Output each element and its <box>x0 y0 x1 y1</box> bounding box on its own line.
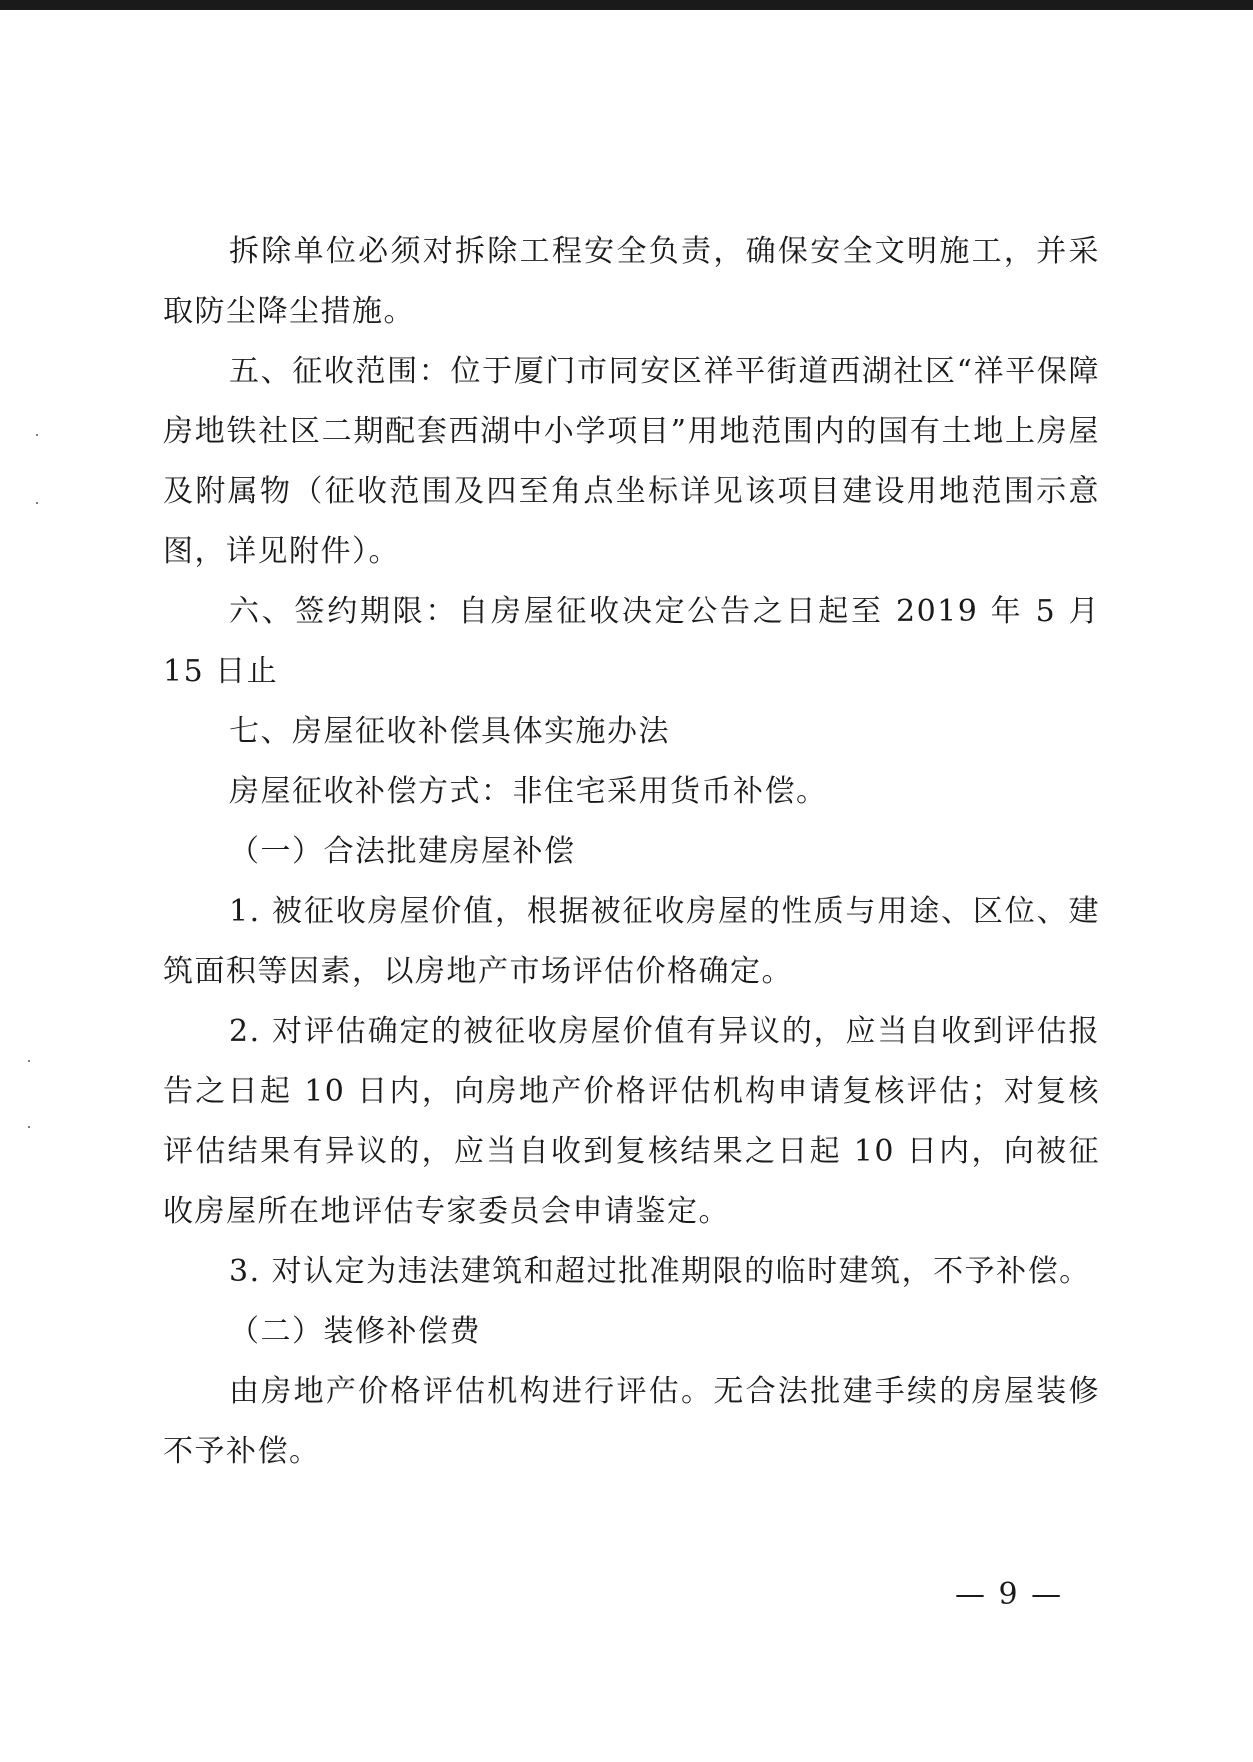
paragraph-compensation-method: 房屋征收补偿方式：非住宅采用货币补偿。 <box>229 774 828 809</box>
scan-mark <box>28 1126 30 1128</box>
paragraph-item-1: 1. 被征收房屋价值，根据被征收房屋的性质与用途、区位、建筑面积等因素，以房地产市场评估价格确定。 <box>163 894 1100 989</box>
page-number: — 9 — <box>955 1577 1064 1612</box>
scan-mark <box>28 1060 30 1062</box>
paragraph-decoration-assessment: 由房地产价格评估机构进行评估。无合法批建手续的房屋装修不予补偿。 <box>163 1374 1100 1469</box>
scan-mark <box>36 434 38 436</box>
paragraph-demolition-safety: 拆除单位必须对拆除工程安全负责，确保安全文明施工，并采取防尘降尘措施。 <box>163 234 1100 329</box>
scan-top-edge <box>0 0 1253 10</box>
subsection-heading-legal-housing: （一）合法批建房屋补偿 <box>229 834 576 869</box>
scan-mark <box>36 502 38 504</box>
paragraph-expropriation-scope: 五、征收范围：位于厦门市同安区祥平街道西湖社区“祥平保障房地铁社区二期配套西湖中小学项目”用地范围内的国有土地上房屋及附属物（征收范围及四至角点坐标详见该项目建设用地范围示意图，详见附件）。 <box>163 354 1100 569</box>
section-heading-compensation-measures: 七、房屋征收补偿具体实施办法 <box>229 714 670 749</box>
subsection-heading-decoration: （二）装修补偿费 <box>229 1314 481 1349</box>
paragraph-item-3: 3. 对认定为违法建筑和超过批准期限的临时建筑，不予补偿。 <box>229 1254 1091 1289</box>
paragraph-item-2: 2. 对评估确定的被征收房屋价值有异议的，应当自收到评估报告之日起 10 日内，向房地产价格评估机构申请复核评估；对复核评估结果有异议的，应当自收到复核结果之日起 10 日内，向被征收房屋所在地评估专家委员会申请鉴定。 <box>163 1014 1100 1229</box>
paragraph-signing-deadline: 六、签约期限：自房屋征收决定公告之日起至 2019 年 5 月 15 日止 <box>163 594 1100 689</box>
document-body <box>163 222 1100 1482</box>
